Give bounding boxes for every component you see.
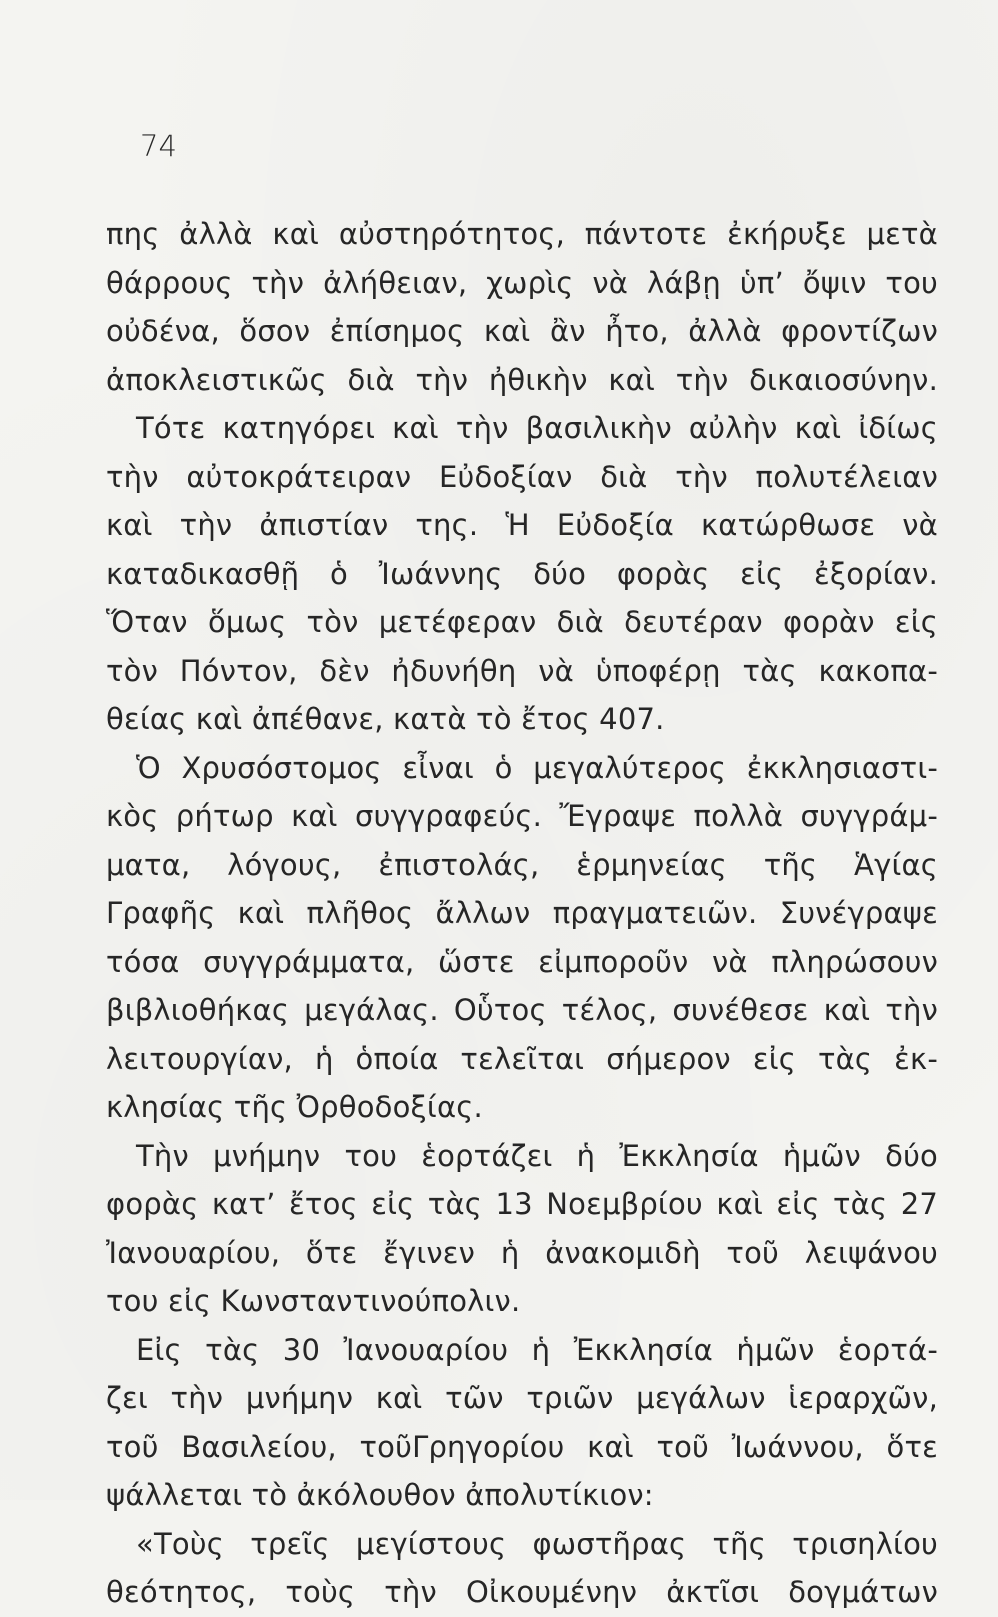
text-line: καὶ τὴν ἀπιστίαν της. Ἡ Εὐδοξία κατώρθωσε νὰ: [106, 508, 938, 542]
text-line: ψάλλεται τὸ ἀκόλουθον ἀπολυτίκιον:: [106, 1478, 654, 1512]
text-line: Εἰς τὰς 30 Ἰανουαρίου ἡ Ἐκκλησία ἡμῶν ἑορτά-: [136, 1332, 938, 1367]
text-line: τὴν αὐτοκράτειραν Εὐδοξίαν διὰ τὴν πολυτέλειαν: [106, 459, 938, 494]
text-line: καταδικασθῇ ὁ Ἰωάννης δύο φορὰς εἰς ἐξορίαν.: [106, 556, 938, 591]
text-line: κὸς ρήτωρ καὶ συγγραφεύς. Ἔγραψε πολλὰ συγγράμ-: [106, 799, 938, 833]
text-line: κλησίας τῆς Ὀρθοδοξίας.: [106, 1090, 483, 1124]
text-line: λειτουργίαν, ἡ ὁποία τελεῖται σήμερον εἰς τὰς ἐκ-: [106, 1041, 938, 1076]
text-line: Ὁ Χρυσόστομος εἶναι ὁ μεγαλύτερος ἐκκλησιαστι-: [136, 750, 938, 785]
body-text: [106, 210, 938, 1617]
text-line: τοῦ Βασιλείου, τοῦΓρηγορίου καὶ τοῦ Ἰωάννου, ὅτε: [106, 1429, 938, 1464]
text-line: θάρρους τὴν ἀλήθειαν, χωρὶς νὰ λάβῃ ὑπ’ ὄψιν του: [106, 265, 938, 300]
text-line: Τὴν μνήμην του ἑορτάζει ἡ Ἐκκλησία ἡμῶν δύο: [136, 1138, 938, 1173]
text-line: οὐδένα, ὅσον ἐπίσημος καὶ ἂν ἦτο, ἀλλὰ φροντίζων: [106, 314, 938, 348]
text-line: ἀποκλειστικῶς διὰ τὴν ἠθικὴν καὶ τὴν δικαιοσύνην.: [106, 362, 938, 397]
text-line: βιβλιοθήκας μεγάλας. Οὗτος τέλος, συνέθεσε καὶ τὴν: [106, 993, 938, 1027]
page-number: 74: [140, 129, 177, 163]
text-line: ματα, λόγους, ἐπιστολάς, ἑρμηνείας τῆς Ἁγίας: [106, 847, 938, 882]
text-line: φορὰς κατ’ ἔτος εἰς τὰς 13 Νοεμβρίου καὶ εἰς τὰς 27: [106, 1187, 938, 1221]
text-line: «Τοὺς τρεῖς μεγίστους φωστῆρας τῆς τρισηλίου: [136, 1526, 938, 1561]
text-line: ζει τὴν μνήμην καὶ τῶν τριῶν μεγάλων ἱεραρχῶν,: [106, 1381, 938, 1415]
text-line: τὸν Πόντον, δὲν ἠδυνήθη νὰ ὑποφέρῃ τὰς κακοπα-: [106, 653, 938, 688]
text-line: Τότε κατηγόρει καὶ τὴν βασιλικὴν αὐλὴν καὶ ἰδίως: [136, 411, 938, 445]
text-line: του εἰς Κωνσταντινούπολιν.: [106, 1284, 521, 1318]
text-line: πης ἀλλὰ καὶ αὐστηρότητος, πάντοτε ἐκήρυξε μετὰ: [106, 217, 938, 251]
text-line: Γραφῆς καὶ πλῆθος ἄλλων πραγματειῶν. Συνέγραψε: [106, 896, 938, 930]
text-line: τόσα συγγράμματα, ὥστε εἰμποροῦν νὰ πληρώσουν: [106, 944, 938, 979]
text-line: θείας καὶ ἀπέθανε, κατὰ τὸ ἔτος 407.: [106, 702, 665, 736]
text-line: Ἰανουαρίου, ὅτε ἔγινεν ἡ ἀνακομιδὴ τοῦ λειψάνου: [106, 1235, 938, 1270]
text-line: Ὅταν ὅμως τὸν μετέφεραν διὰ δευτέραν φορὰν εἰς: [106, 605, 938, 639]
text-line: θεότητος, τοὺς τὴν Οἰκουμένην ἀκτῖσι δογμάτων: [106, 1575, 938, 1609]
